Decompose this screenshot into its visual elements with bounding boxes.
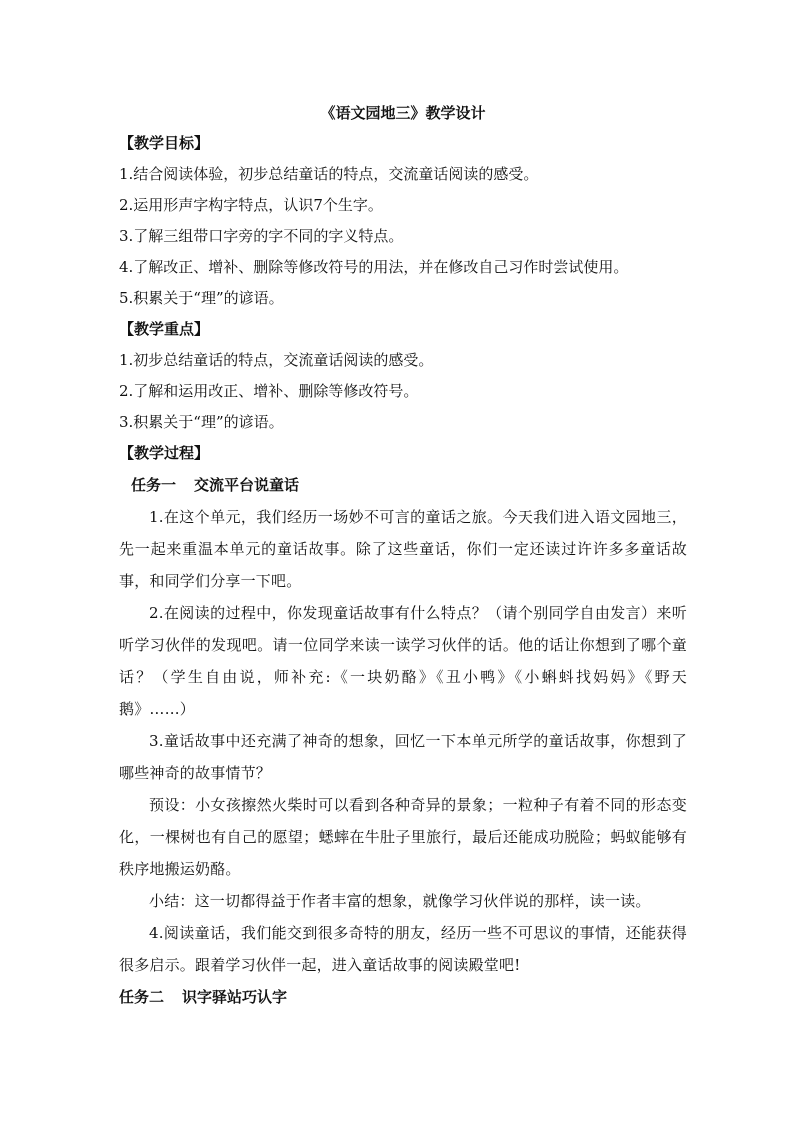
task-one-heading <box>119 469 687 501</box>
key-point-item: 3.积累关于“理”的谚语。 <box>119 413 284 431</box>
objective-item: 1.结合阅读体验，初步总结童话的特点，交流童话阅读的感受。 <box>119 165 539 183</box>
task-two-heading <box>119 981 687 1013</box>
objective-item: 3.了解三组带口字旁的字不同的字义特点。 <box>119 227 404 245</box>
process-paragraph: 2.在阅读的过程中，你发现童话故事有什么特点？（请个别同学自由发言）来听听学习伙伴的发现吧。请一位同学来读一读学习伙伴的话。他的话让你想到了哪个童话？（学生自由说，师补充:《一块奶酪》《丑小鸭》《小蝌蚪找妈妈》《野天鹅》……） <box>119 604 687 718</box>
document-body <box>119 98 687 1013</box>
key-point-item: 2.了解和运用改正、增补、删除等修改符号。 <box>119 382 419 400</box>
process-heading: 【教学过程】 <box>119 444 210 462</box>
task-two-name: 识字驿站巧认字 <box>182 988 288 1006</box>
objective-item: 2.运用形声字构字特点，认识7个生字。 <box>119 196 383 214</box>
process-paragraph: 1.在这个单元，我们经历一场妙不可言的童话之旅。今天我们进入语文园地三，先一起来重温本单元的童话故事。除了这些童话，你们一定还读过许许多多童话故事，和同学们分享一下吧。 <box>119 508 687 590</box>
process-paragraph: 3.童话故事中还充满了神奇的想象，回忆一下本单元所学的童话故事，你想到了哪些神奇的故事情节？ <box>119 732 687 782</box>
process-paragraph: 小结：这一切都得益于作者丰富的想象，就像学习伙伴说的那样，读一读。 <box>149 892 651 910</box>
objectives-heading: 【教学目标】 <box>119 134 210 152</box>
process-paragraph: 4.阅读童话，我们能交到很多奇特的朋友，经历一些不可思议的事情，还能获得很多启示。跟着学习伙伴一起，进入童话故事的阅读殿堂吧! <box>119 924 687 974</box>
key-point-item: 1.初步总结童话的特点，交流童话阅读的感受。 <box>119 351 434 369</box>
key-points-heading: 【教学重点】 <box>119 320 210 338</box>
objective-item: 4.了解改正、增补、删除等修改符号的用法，并在修改自己习作时尝试使用。 <box>119 258 629 276</box>
task-one-name: 交流平台说童话 <box>194 476 300 494</box>
objective-item: 5.积累关于“理”的谚语。 <box>119 289 284 307</box>
document-title: 《语文园地三》教学设计 <box>320 104 486 122</box>
task-two-label: 任务二 <box>119 988 165 1006</box>
task-one-label: 任务一 <box>131 476 177 494</box>
process-paragraph: 预设：小女孩擦然火柴时可以看到各种奇异的景象；一粒种子有着不同的形态变化，一棵树也有自己的愿望；蟋蟀在牛肚子里旅行，最后还能成功脱险；蚂蚁能够有秩序地搬运奶酪。 <box>119 796 687 878</box>
